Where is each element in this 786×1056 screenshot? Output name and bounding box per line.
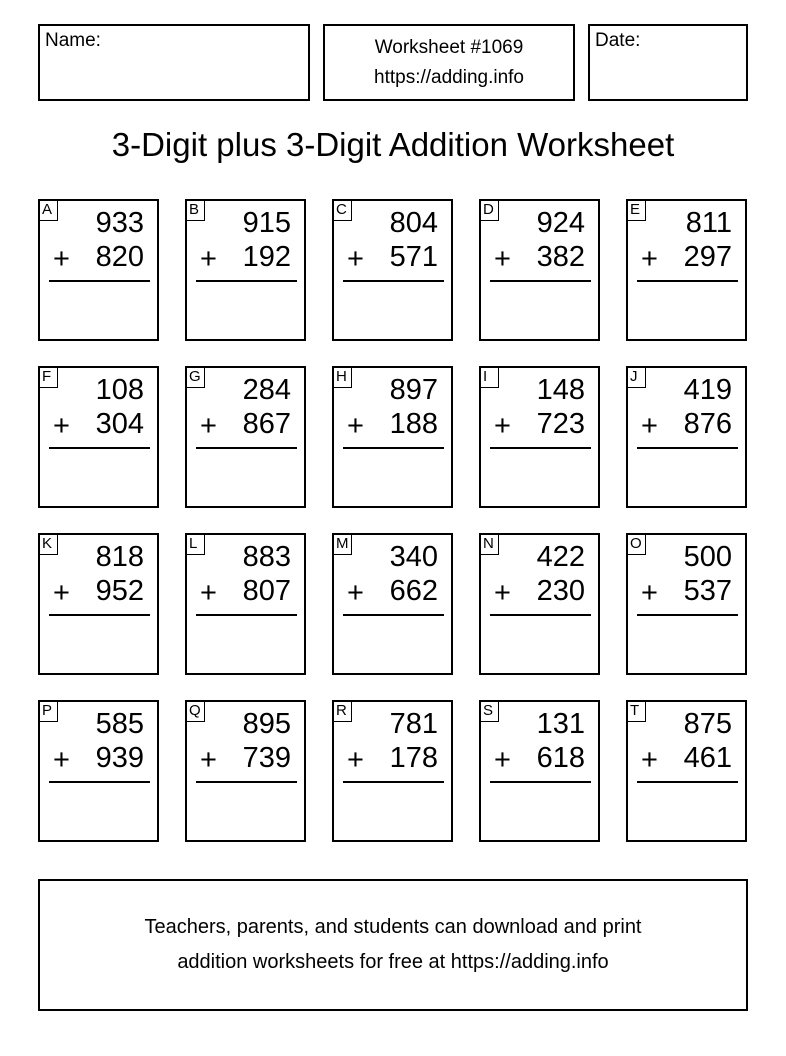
problem-letter: F <box>38 366 58 388</box>
problem-bottom-number: 297 <box>683 241 732 273</box>
problem-letter: I <box>479 366 499 388</box>
worksheet-info-box <box>323 24 575 101</box>
problem-card <box>479 533 600 675</box>
problem-card <box>185 700 306 842</box>
problem-top-number: 933 <box>95 207 144 239</box>
problem-card <box>185 533 306 675</box>
plus-sign: + <box>494 744 511 776</box>
answer-rule <box>196 781 297 783</box>
plus-sign: + <box>347 744 364 776</box>
plus-sign: + <box>53 410 70 442</box>
problem-bottom-number: 382 <box>536 241 585 273</box>
problem-bottom-number: 571 <box>389 241 438 273</box>
answer-rule <box>490 614 591 616</box>
problem-bottom-number: 876 <box>683 408 732 440</box>
problem-top-number: 108 <box>95 374 144 406</box>
problem-bottom-number: 178 <box>389 742 438 774</box>
problem-letter: P <box>38 700 58 722</box>
date-label: Date: <box>595 30 641 51</box>
page-title: 3-Digit plus 3-Digit Addition Worksheet <box>111 126 675 163</box>
answer-rule <box>637 614 738 616</box>
problem-card <box>332 199 453 341</box>
answer-rule <box>637 781 738 783</box>
problem-bottom-number: 230 <box>536 575 585 607</box>
plus-sign: + <box>200 744 217 776</box>
worksheet-url: https://adding.info <box>374 67 524 88</box>
problem-bottom-number: 807 <box>242 575 291 607</box>
problem-top-number: 811 <box>685 207 732 239</box>
problem-card <box>626 700 747 842</box>
problem-top-number: 915 <box>242 207 291 239</box>
problem-grid <box>38 199 748 842</box>
problem-card <box>185 199 306 341</box>
answer-rule <box>343 781 444 783</box>
problem-letter: D <box>479 199 499 221</box>
problem-top-number: 897 <box>389 374 438 406</box>
problem-letter: E <box>626 199 646 221</box>
answer-rule <box>196 614 297 616</box>
problem-bottom-number: 739 <box>242 742 291 774</box>
problem-top-number: 419 <box>683 374 732 406</box>
problem-letter: R <box>332 700 352 722</box>
name-field-box <box>38 24 310 101</box>
problem-letter: L <box>185 533 205 555</box>
problem-bottom-number: 939 <box>95 742 144 774</box>
plus-sign: + <box>347 410 364 442</box>
problem-top-number: 883 <box>242 541 291 573</box>
problem-top-number: 804 <box>389 207 438 239</box>
date-field-box <box>588 24 748 101</box>
problem-top-number: 148 <box>536 374 585 406</box>
problem-card <box>185 366 306 508</box>
problem-letter: B <box>185 199 205 221</box>
problem-letter: G <box>185 366 205 388</box>
problem-bottom-number: 188 <box>389 408 438 440</box>
problem-top-number: 818 <box>95 541 144 573</box>
problem-bottom-number: 662 <box>389 575 438 607</box>
problem-card <box>332 700 453 842</box>
plus-sign: + <box>200 243 217 275</box>
answer-rule <box>490 447 591 449</box>
plus-sign: + <box>200 410 217 442</box>
problem-top-number: 875 <box>683 708 732 740</box>
problem-card <box>38 366 159 508</box>
answer-rule <box>637 280 738 282</box>
problem-card <box>626 366 747 508</box>
problem-bottom-number: 192 <box>242 241 291 273</box>
problem-top-number: 422 <box>536 541 585 573</box>
plus-sign: + <box>494 577 511 609</box>
problem-top-number: 924 <box>536 207 585 239</box>
problem-card <box>332 366 453 508</box>
answer-rule <box>343 280 444 282</box>
problem-top-number: 500 <box>683 541 732 573</box>
problem-bottom-number: 537 <box>683 575 732 607</box>
answer-rule <box>490 280 591 282</box>
problem-top-number: 781 <box>389 708 438 740</box>
plus-sign: + <box>494 410 511 442</box>
problem-letter: O <box>626 533 646 555</box>
plus-sign: + <box>494 243 511 275</box>
problem-card <box>626 199 747 341</box>
problem-bottom-number: 820 <box>95 241 144 273</box>
answer-rule <box>49 280 150 282</box>
problem-card <box>38 199 159 341</box>
problem-bottom-number: 461 <box>683 742 732 774</box>
problem-card <box>626 533 747 675</box>
problem-letter: T <box>626 700 646 722</box>
answer-rule <box>637 447 738 449</box>
problem-letter: N <box>479 533 499 555</box>
plus-sign: + <box>641 410 658 442</box>
plus-sign: + <box>347 243 364 275</box>
problem-bottom-number: 304 <box>95 408 144 440</box>
answer-rule <box>49 447 150 449</box>
plus-sign: + <box>53 577 70 609</box>
problem-card <box>479 199 600 341</box>
problem-letter: A <box>38 199 58 221</box>
answer-rule <box>196 280 297 282</box>
problem-card <box>38 700 159 842</box>
problem-top-number: 131 <box>536 708 585 740</box>
problem-top-number: 284 <box>242 374 291 406</box>
problem-card <box>38 533 159 675</box>
answer-rule <box>196 447 297 449</box>
problem-letter: Q <box>185 700 205 722</box>
problem-bottom-number: 952 <box>95 575 144 607</box>
problem-letter: M <box>332 533 352 555</box>
plus-sign: + <box>53 744 70 776</box>
plus-sign: + <box>347 577 364 609</box>
problem-bottom-number: 867 <box>242 408 291 440</box>
problem-bottom-number: 723 <box>536 408 585 440</box>
answer-rule <box>49 614 150 616</box>
answer-rule <box>49 781 150 783</box>
problem-top-number: 895 <box>242 708 291 740</box>
footer-line-1: Teachers, parents, and students can download and print <box>144 916 642 938</box>
name-label: Name: <box>45 30 101 51</box>
answer-rule <box>490 781 591 783</box>
problem-letter: K <box>38 533 58 555</box>
problem-top-number: 340 <box>389 541 438 573</box>
plus-sign: + <box>641 243 658 275</box>
worksheet-number: Worksheet #1069 <box>374 37 524 58</box>
problem-letter: S <box>479 700 499 722</box>
plus-sign: + <box>641 577 658 609</box>
problem-letter: H <box>332 366 352 388</box>
plus-sign: + <box>641 744 658 776</box>
problem-letter: C <box>332 199 352 221</box>
footer-box <box>38 879 748 1011</box>
plus-sign: + <box>200 577 217 609</box>
answer-rule <box>343 614 444 616</box>
problem-bottom-number: 618 <box>536 742 585 774</box>
answer-rule <box>343 447 444 449</box>
problem-card <box>479 366 600 508</box>
problem-top-number: 585 <box>95 708 144 740</box>
problem-letter: J <box>626 366 646 388</box>
problem-card <box>332 533 453 675</box>
footer-line-2: addition worksheets for free at https://adding.info <box>177 951 609 973</box>
problem-card <box>479 700 600 842</box>
plus-sign: + <box>53 243 70 275</box>
